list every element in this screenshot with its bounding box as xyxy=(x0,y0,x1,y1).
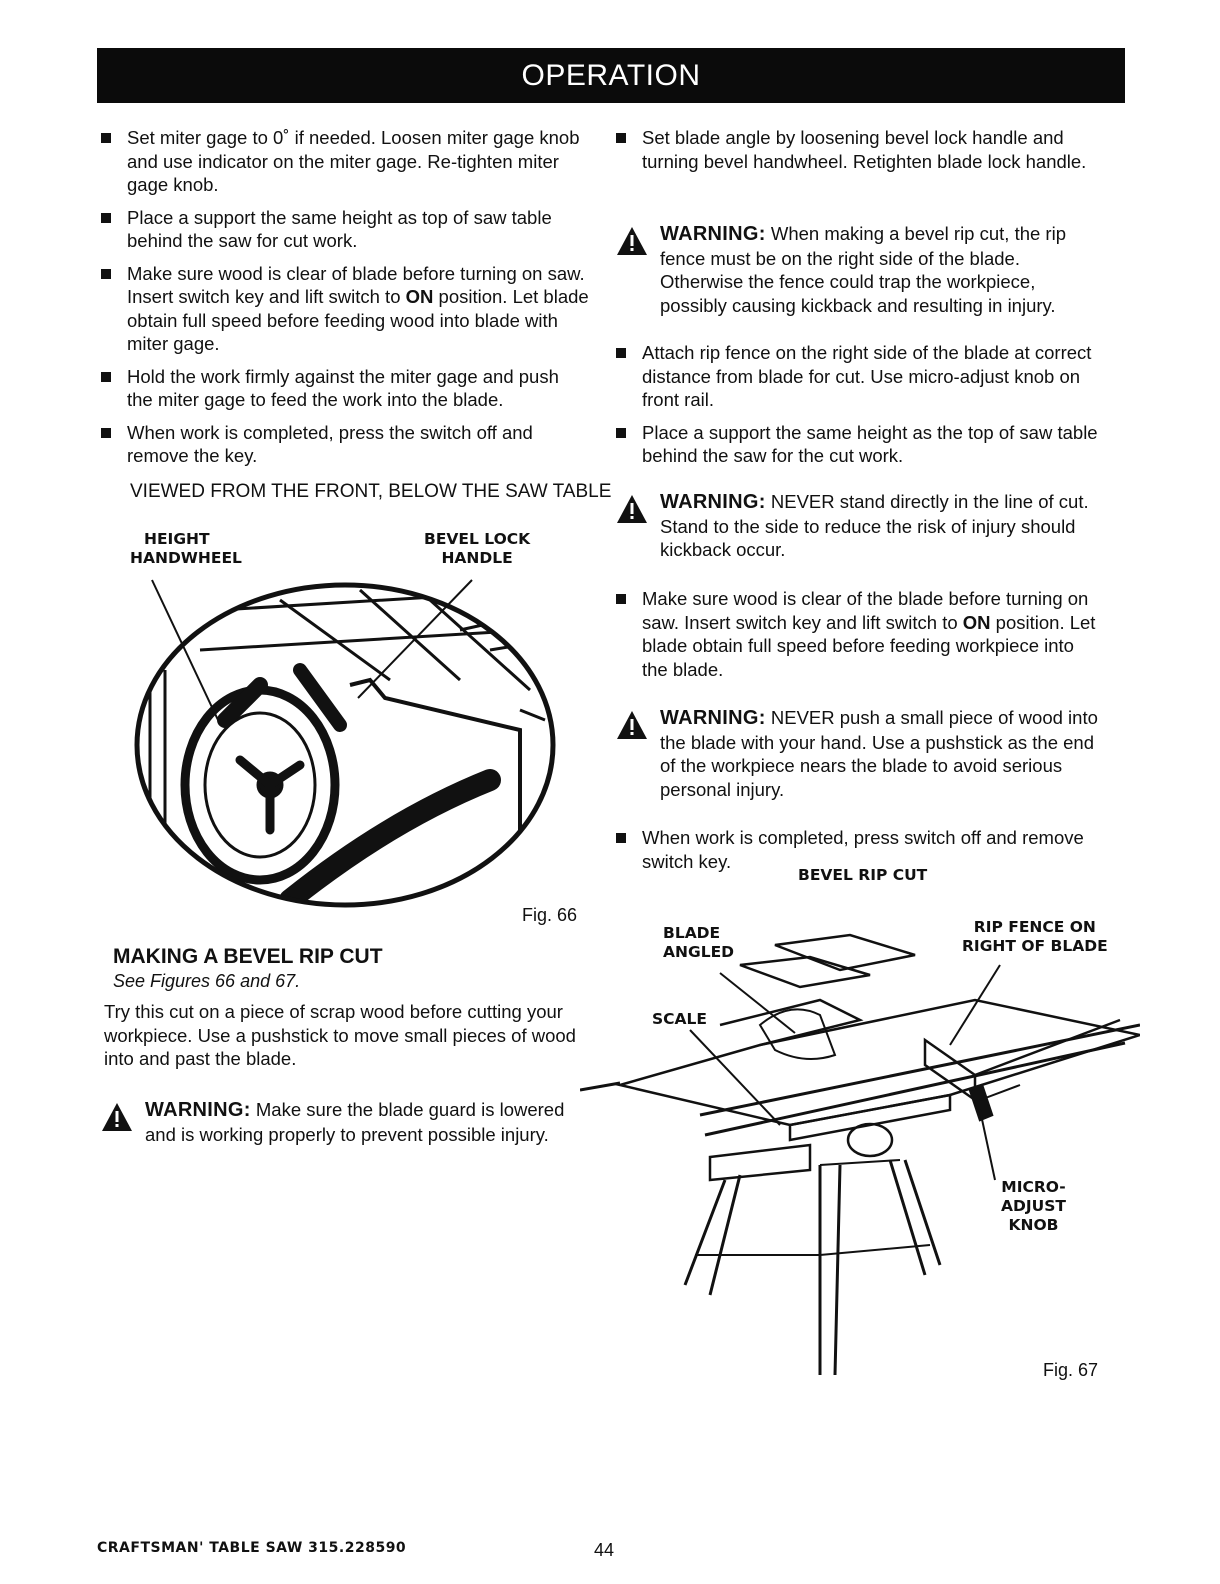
right-bullet-1 xyxy=(612,126,1104,182)
fig67-label-micro-adjust: MICRO- ADJUST KNOB xyxy=(1001,1178,1066,1234)
right-bullet-4 xyxy=(612,587,1104,690)
list-item xyxy=(612,126,1104,173)
bullet-icon xyxy=(101,269,111,279)
list-item-text: Place a support the same height as top of saw table behind the saw for cut work. xyxy=(127,206,552,251)
warning-label: WARNING: xyxy=(660,223,766,245)
table-saw-illustration xyxy=(580,925,1140,1385)
fig67-label-rip-fence: RIP FENCE ON RIGHT OF BLADE xyxy=(962,918,1108,955)
fig66-label-bevel: BEVEL LOCK HANDLE xyxy=(424,530,531,567)
list-item-text: When work is completed, press switch off and remove switch key. xyxy=(642,827,1084,872)
handwheel-illustration xyxy=(130,570,590,920)
right-bullets-2-3 xyxy=(612,341,1104,477)
warning-label: WARNING: xyxy=(660,491,766,513)
warning-text: When making a bevel rip cut, the rip fence must be on the right side of the blade. Otherwise the fence could trap the workpiece, possibly causing kickback and resulting in injury. xyxy=(660,223,1066,316)
fig67-label: Fig. 67 xyxy=(1043,1360,1099,1380)
list-item xyxy=(97,126,589,197)
left-bullet-list xyxy=(97,126,589,477)
model-text: TABLE SAW 315.228590 xyxy=(209,1540,407,1556)
list-item-text: Place a support the same height as the top of saw table behind the saw for the cut work. xyxy=(642,421,1098,466)
section-header-title: OPERATION xyxy=(521,58,701,92)
list-item xyxy=(612,341,1104,412)
list-item xyxy=(612,421,1104,468)
warning-kickback xyxy=(612,490,1102,562)
warning-icon xyxy=(616,710,648,746)
fig67-title: BEVEL RIP CUT xyxy=(798,866,928,884)
list-item-text: Make sure wood is clear of the blade before turning on saw. Insert switch key and lift switch to xyxy=(642,588,1089,633)
section-header xyxy=(97,48,1125,103)
bullet-icon xyxy=(101,428,111,438)
page-number: 44 xyxy=(594,1540,615,1560)
warning-text: NEVER stand directly in the line of cut. Stand to the side to reduce the risk of injury should kickback occur. xyxy=(660,491,1089,560)
list-item-text: Set miter gage to 0˚ if needed. Loosen miter gage knob and use indicator on the miter gage. Re-tighten miter gage knob. xyxy=(127,127,580,195)
list-item-text: Hold the work firmly against the miter gage and push the miter gage to feed the work into the blade. xyxy=(127,365,559,410)
warning-label: WARNING: xyxy=(660,707,766,729)
list-item-text: position. Let blade obtain full speed before feeding wood into blade with miter gage. xyxy=(127,286,589,354)
bullet-icon xyxy=(101,213,111,223)
list-item xyxy=(97,365,589,412)
list-item-bold: ON xyxy=(405,286,434,307)
section-title: MAKING A BEVEL RIP CUT xyxy=(113,945,383,968)
list-item-text: Make sure wood is clear of blade before turning on saw. Insert switch key and lift switch to xyxy=(127,262,585,307)
list-item-text: Set blade angle by loosening bevel lock handle and turning bevel handwheel. Retighten blade lock handle. xyxy=(642,127,1087,172)
warning-icon xyxy=(101,1102,133,1138)
fig66-label-height: HEIGHT HANDWHEEL xyxy=(130,530,242,567)
bullet-icon xyxy=(616,833,626,843)
list-item xyxy=(97,262,589,356)
list-item-text: position. Let blade obtain full speed before feeding workpiece into the blade. xyxy=(642,611,1096,680)
warning-text: NEVER push a small piece of wood into the blade with your hand. Use a pushstick as the end of the workpiece nears the blade to avoid serious personal injury. xyxy=(660,707,1098,800)
warning-label: WARNING: xyxy=(145,1099,251,1121)
warning-text: Make sure the blade guard is lowered and is working properly to prevent possible injury. xyxy=(145,1099,565,1145)
bullet-icon xyxy=(616,348,626,358)
bullet-icon xyxy=(616,428,626,438)
fig67-label-blade: BLADE ANGLED xyxy=(663,924,735,961)
footer-brand: CRAFTSMAN' TABLE SAW 315.228590 xyxy=(97,1540,407,1556)
list-item-text: When work is completed, press the switch off and remove the key. xyxy=(127,421,533,466)
brand-logo-text: CRAFTSMAN xyxy=(97,1540,200,1556)
bullet-icon xyxy=(101,133,111,143)
section-body: Try this cut on a piece of scrap wood before cutting your workpiece. Use a pushstick to move small pieces of wood into and past the blade. xyxy=(104,1001,576,1069)
list-item xyxy=(97,421,589,468)
fig66-label: Fig. 66 xyxy=(522,905,578,925)
warning-pushstick xyxy=(612,706,1104,801)
list-item xyxy=(97,206,589,253)
list-item-text: Attach rip fence on the right side of the blade at correct distance from blade for cut. Use micro-adjust knob on front rail. xyxy=(642,342,1092,410)
bullet-icon xyxy=(616,133,626,143)
fig67-label-scale: SCALE xyxy=(652,1010,707,1028)
list-item-bold: ON xyxy=(962,611,991,633)
list-item xyxy=(612,587,1104,681)
warning-icon xyxy=(616,494,648,530)
bullet-icon xyxy=(101,372,111,382)
section-subtitle: See Figures 66 and 67. xyxy=(113,971,301,991)
bullet-icon xyxy=(616,594,626,604)
warning-icon xyxy=(616,226,648,262)
fig66-caption: VIEWED FROM THE FRONT, BELOW THE SAW TABLE xyxy=(130,481,612,502)
warning-blade-guard xyxy=(97,1098,567,1146)
warning-bevel-rip xyxy=(612,222,1102,317)
